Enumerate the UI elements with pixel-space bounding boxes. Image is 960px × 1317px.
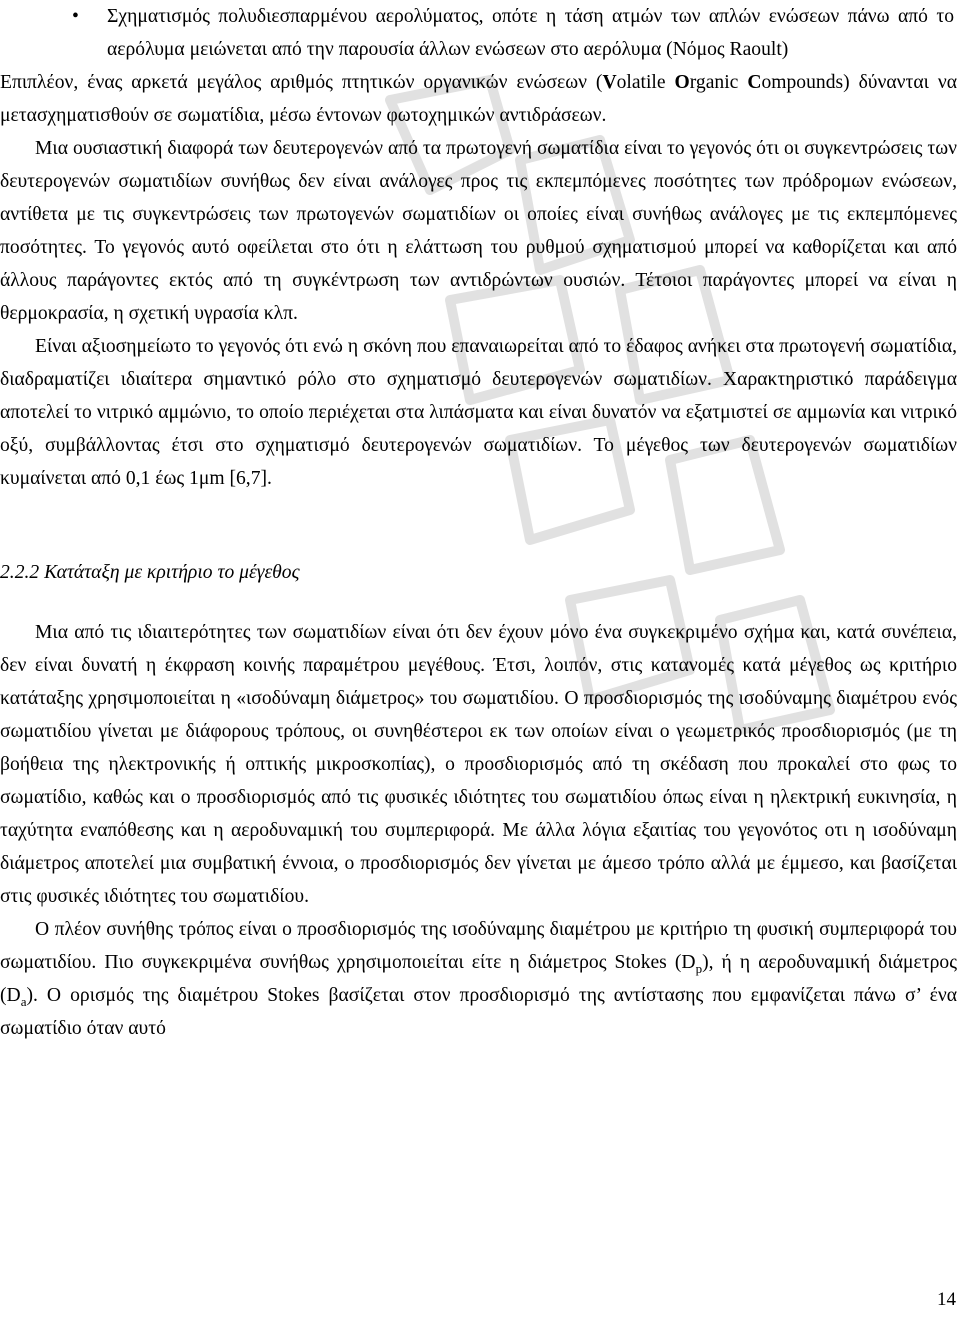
paragraph-shape: Μια από τις ιδιαιτερότητες των σωματιδίων είναι ότι δεν έχουν μόνο ένα συγκεκριμένο σχήμα και, κατά συνέπεια, δεν είναι δυνατή η έκφραση κοινής παραμέτρου μεγέθους. Έτσι, λοιπόν, στις κατανομές κατά μέγεθος ως κριτήριο κατάταξης χρησιμοποιείται η «ισοδύναμη διάμετρος» του σωματιδίου. Ο προσδιορισμός της ισοδύναμης διαμέτρου ενός σωματιδίου γίνεται με διάφορους τρόπους, οι συνηθέστεροι εκ των οποίων είναι ο γεωμετρικός προσδιορισμός (με τη βοήθεια της ηλεκτρονικής ή οπτικής μικροσκοπίας), ο προσδιορισμός από τη σκέδαση που προκαλεί στο φως το σωματίδιο, καθώς και ο προσδιορισμός από τις φυσικές ιδιότητες του σωματιδίου όπως είναι η ηλεκτρική ευκινησία, η ταχύτητα εναπόθεσης και η αεροδυναμική του συμπεριφορά. Με άλλα λόγια εξαιτίας του γεγονότος οτι η ισοδύναμη διάμετρος αποτελεί μια συμβατική έννοια, ο προσδιορισμός δεν γίνεται με άμεσο τρόπο αλλά με έμμεσο, και βασίζεται στις φυσικές ιδιότητες του σωματιδίου. <box>0 622 957 907</box>
paragraph-voc-text-1: Επιπλέον, ένας αρκετά μεγάλος αριθμός πτητικών οργανικών ενώσεων ( <box>0 72 603 93</box>
paragraph-dust: Είναι αξιοσημείωτο το γεγονός ότι ενώ η σκόνη που επαναιωρείται από το έδαφος ανήκει στα πρωτογενή σωματίδια, διαδραματίζει ιδιαίτερα σημαντικό ρόλο στο σχηματισμό δευτερογενών σωματιδίων. Χαρακτηριστικό παράδειγμα αποτελεί το νιτρικό αμμώνιο, το οποίο περιέχεται στα λιπάσματα και είναι δυνατόν να εξατμιστεί σε αμμωνία και νιτρικό οξύ, συμβάλλοντας έτσι στο σχηματισμό δευτερογενών σωματιδίων. Το μέγεθος των δευτερογενών σωματιδίων κυμαίνεται από 0,1 έως 1μm [6,7]. <box>0 336 957 489</box>
section-heading: 2.2.2 Κατάταξη με κριτήριο το μέγεθος <box>0 562 300 583</box>
page-number: 14 <box>937 1289 956 1310</box>
paragraph-stokes <box>0 913 960 1045</box>
acronym-letter-c: C <box>747 72 762 93</box>
paragraph-stokes-text-3: ). Ο ορισμός της διαμέτρου Stokes βασίζεται στον προσδιορισμό της αντίστασης που εμφανίζεται πάνω σ’ ένα σωματίδιο όταν αυτό <box>0 985 957 1039</box>
paragraph-stokes-text-2: ), ή η αεροδυναμική διάμετρος (D <box>0 952 957 1006</box>
paragraph-voc-text-2: olatile <box>616 72 675 93</box>
paragraph-stokes-text-1: Ο πλέον συνήθης τρόπος είναι ο προσδιορισμός της ισοδύναμης διαμέτρου με κριτήριο τη φυσική συμπεριφορά του σωματιδίου. Πιο συγκεκριμένα συνήθως χρησιμοποιείται είτε η διάμετρος Stokes (D <box>0 919 957 973</box>
acronym-letter-v: V <box>602 72 617 93</box>
bullet-text: Σχηματισμός πολυδιεσπαρμένου αερολύματος, οπότε η τάση ατμών των απλών ενώσεων πάνω από το αερόλυμα μειώνεται από την παρουσία άλλων ενώσεων στο αερόλυμα (Νόμος Raoult) <box>107 6 954 60</box>
subscript-p: p <box>695 960 703 976</box>
subscript-a: a <box>20 993 27 1009</box>
paragraph-difference: Μια ουσιαστική διαφορά των δευτερογενών από τα πρωτογενή σωματίδια είναι το γεγονός ότι οι συγκεντρώσεις των δευτερογενών σωματιδίων συνήθως δεν είναι ανάλογες προς τις εκπεμπόμενες ποσότητες των πρόδρομων ενώσεων, αντίθετα με τις συγκεντρώσεις των πρωτογενών σωματιδίων οι οποίες είναι συνήθως ανάλογες με τις εκπεμπόμενες ποσότητες. Το γεγονός αυτό οφείλεται στο ότι η ελάττωση του ρυθμού σχηματισμού μπορεί να καθορίζεται και από άλλους παράγοντες εκτός από τη συγκέντρωση των αντιδρώντων ουσιών. Τέτοιοι παράγοντες μπορεί να είναι η θερμοκρασία, η σχετική υγρασία κλπ. <box>0 138 957 324</box>
paragraph-voc-text-3: rganic <box>689 72 748 93</box>
acronym-letter-o: O <box>674 72 690 93</box>
bullet-marker: • <box>72 6 79 27</box>
bullet-item <box>0 0 960 66</box>
paragraph-voc-text-4: ompounds) δύνανται να μετασχηματισθούν σε σωματίδια, μέσω έντονων φωτοχημικών αντιδράσεων. <box>0 72 957 126</box>
paragraph-voc <box>0 66 960 132</box>
